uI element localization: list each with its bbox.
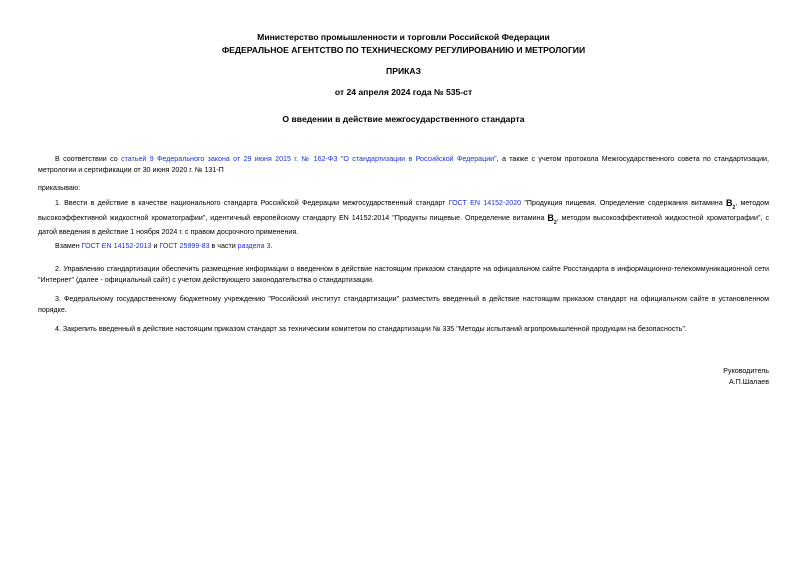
item-1-paragraph: 1. Ввести в действие в качестве национального стандарта Российской Федерации межгосударственный стандарт ГОСТ EN 14152-2020 "Продукция пищевая. Определение содержания витамина $B_2$, методом высокоэффективной жидкостной хроматографии", идентичный европейскому стандарту EN 14152:2014 "Продукты пищевые. Определение витамина $B_2$, методом высокоэффективной жидкостной хроматографии", с датой введения в действие 1 ноября 2024 г. с правом досрочного применения.	[38, 198, 769, 236]
signature-position: Руководитель	[723, 367, 769, 375]
item-1-text-3: методом высокоэффективной жидкостной хроматографии", идентичный европейскому стандарту EN 14152:2014 "Продукты пищевые. Определение витамина	[38, 199, 769, 223]
replace-text-2: и	[151, 242, 160, 250]
vitamin-letter-2: B	[547, 213, 554, 224]
vitamin-b2-symbol-2	[547, 213, 557, 227]
gost-25999-83-link[interactable]: ГОСТ 25999-83	[159, 242, 210, 250]
preamble-text-after: , а также с учетом протокола Межгосударственного совета по стандартизации, метрологии и сертификации от 30 июня 2020 г. № 131-П	[38, 155, 769, 174]
order-word: приказываю:	[38, 184, 81, 192]
item-4-paragraph: 4. Закрепить введенный в действие настоящим приказом стандарт за техническим комитетом по стандартизации № 335 "Методы испытаний агропромышленной продукции на безопасность".	[55, 325, 687, 333]
item-2-paragraph: 2. Управлению стандартизации обеспечить размещение информации о введенном в действие настоящим приказом стандарте на официальном сайте Росстандарта в информационно-телекоммуникационной сети "Интернет" (далее - официальный сайт) с учетом действующего законодательства о стандартизации.	[38, 265, 769, 284]
section-3-link[interactable]: раздела 3	[237, 242, 271, 250]
gost-en-14152-2020-link[interactable]: ГОСТ EN 14152-2020	[448, 199, 522, 207]
replace-text-1: Взамен	[55, 242, 82, 250]
vitamin-b2-symbol	[725, 198, 736, 211]
replace-text-3: в части	[209, 242, 238, 250]
vitamin-subscript: 2	[732, 204, 736, 211]
order-date: от 24 апреля 2024 года № 535-ст	[334, 87, 473, 97]
item-3-paragraph: 3. Федеральному государственному бюджетному учреждению "Российский институт стандартизации" разместить введенный в действие настоящим приказом стандарт на официальном сайте в установленном порядке.	[38, 295, 769, 314]
federal-law-link[interactable]: статьей 9 Федерального закона от 29 июня 2015 г. № 162-ФЗ "О стандартизации в Российской Федерации"	[121, 155, 497, 163]
order-type: ПРИКАЗ	[386, 66, 421, 76]
gost-en-14152-2013-link[interactable]: ГОСТ EN 14152-2013	[81, 242, 152, 250]
agency-title: ФЕДЕРАЛЬНОЕ АГЕНТСТВО ПО ТЕХНИЧЕСКОМУ РЕГУЛИРОВАНИЮ И МЕТРОЛОГИИ	[221, 45, 586, 55]
preamble-paragraph	[38, 154, 769, 175]
item-1-text-1: 1. Ввести в действие в качестве национального стандарта Российской Федерации межгосударственный стандарт	[55, 199, 449, 207]
vitamin-letter: B	[725, 198, 733, 208]
preamble-text-before: В соответствии со	[55, 155, 122, 163]
replace-text-4: .	[270, 242, 273, 250]
vitamin-subscript-2: 2	[553, 220, 557, 227]
order-subject: О введении в действие межгосударственного стандарта	[282, 114, 525, 124]
ministry-title: Министерство промышленности и торговли Российской Федерации	[257, 32, 550, 42]
signature-name: А.П.Шалаев	[728, 378, 769, 386]
item-1-text-4: методом высокоэффективной жидкостной хроматографии", с датой введения в действие 1 ноября 2024 г. с правом досрочного применения.	[38, 214, 769, 236]
item-1-text-2: "Продукция пищевая. Определение содержания витамина	[521, 199, 726, 207]
replace-paragraph	[38, 241, 769, 252]
